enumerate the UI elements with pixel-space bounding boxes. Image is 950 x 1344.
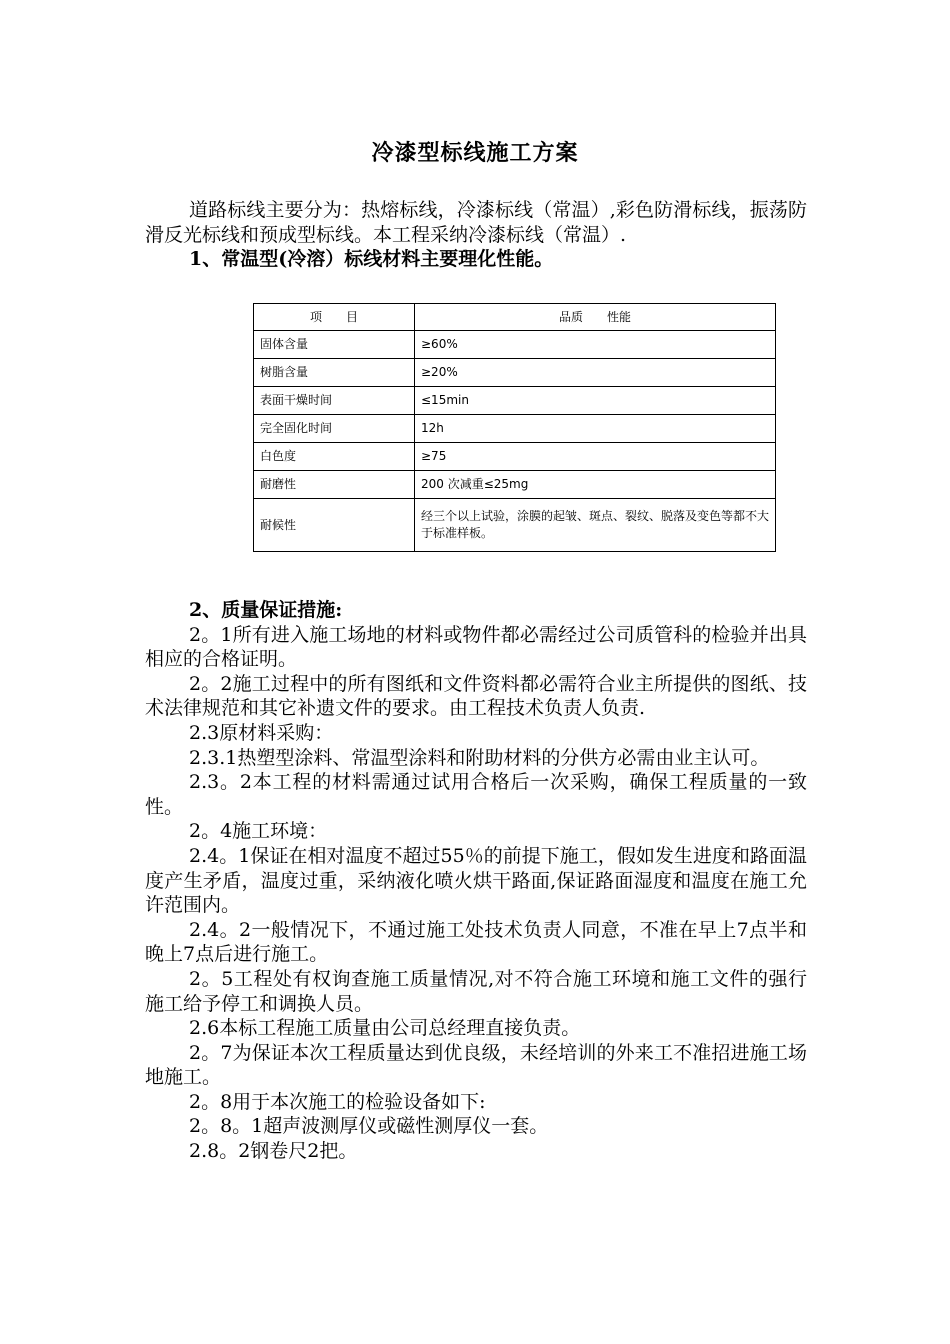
paragraph: 2.4。2一般情况下，不通过施工处技术负责人同意，不准在早上7点半和晚上7点后进行施工。 — [145, 918, 807, 966]
paragraph: 2。2施工过程中的所有图纸和文件资料都必需符合业主所提供的图纸、技术法律规范和其它补遗文件的要求。由工程技术负责人负责. — [145, 672, 807, 720]
intro-section — [145, 198, 807, 272]
section1-heading: 1、常温型(冷溶）标线材料主要理化性能。 — [189, 248, 554, 270]
paragraph: 2。1所有进入施工场地的材料或物件都必需经过公司质管科的检验并出具相应的合格证明。 — [145, 623, 807, 671]
row-value: 200 次减重≤25mg — [415, 471, 776, 499]
document-title: 冷漆型标线施工方案 — [371, 140, 579, 166]
table-row — [254, 387, 776, 415]
row-item: 耐磨性 — [254, 471, 415, 499]
table-row — [254, 331, 776, 359]
row-value: ≥75 — [415, 443, 776, 471]
row-item: 树脂含量 — [254, 359, 415, 387]
section2 — [145, 598, 807, 1164]
header-item: 项 目 — [254, 304, 415, 331]
section2-heading: 2、质量保证措施: — [189, 599, 343, 621]
paragraph: 2。7为保证本次工程质量达到优良级，未经培训的外来工不准招进施工场地施工。 — [145, 1041, 807, 1089]
row-value: 经三个以上试验，涂膜的起皱、斑点、裂纹、脱落及变色等都不大于标准样板。 — [415, 499, 776, 552]
paragraph: 2。8用于本次施工的检验设备如下: — [189, 1090, 486, 1113]
row-value: ≥20% — [415, 359, 776, 387]
paragraph: 2.3。2本工程的材料需通过试用合格后一次采购，确保工程质量的一致性。 — [145, 771, 807, 818]
paragraph: 2.4。1保证在相对温度不超过55％的前提下施工，假如发生进度和路面温度产生矛盾，温度过重，采纳液化喷火烘干路面,保证路面湿度和温度在施工允许范围内。 — [145, 844, 807, 917]
table-row — [254, 443, 776, 471]
table-row — [254, 359, 776, 387]
row-value: ≤15min — [415, 387, 776, 415]
paragraph: 2.3.1热塑型涂料、常温型涂料和附助材料的分供方必需由业主认可。 — [189, 746, 770, 769]
row-value: 12h — [415, 415, 776, 443]
row-value: ≥60% — [415, 331, 776, 359]
paragraph: 2。5工程处有权询查施工质量情况,对不符合施工环境和施工文件的强行施工给予停工和调换人员。 — [145, 967, 807, 1015]
row-item: 完全固化时间 — [254, 415, 415, 443]
table-header-row — [254, 304, 776, 331]
row-item: 耐候性 — [254, 499, 415, 552]
paragraph: 2.3原材料采购： — [189, 721, 334, 744]
table-row — [254, 471, 776, 499]
paragraph: 2.6本标工程施工质量由公司总经理直接负责。 — [189, 1017, 581, 1040]
row-item: 固体含量 — [254, 331, 415, 359]
paragraph: 2。4施工环境： — [189, 820, 328, 843]
row-item: 白色度 — [254, 443, 415, 471]
intro-paragraph: 道路标线主要分为：热熔标线，冷漆标线（常温）,彩色防滑标线，振荡防滑反光标线和预成型标线。本工程采纳冷漆标线（常温）. — [145, 199, 807, 246]
table-row — [254, 499, 776, 552]
row-item: 表面干燥时间 — [254, 387, 415, 415]
properties-table — [253, 303, 776, 552]
table-row — [254, 415, 776, 443]
paragraph: 2.8。2钢卷尺2把。 — [189, 1140, 358, 1163]
paragraph: 2。8。1超声波测厚仪或磁性测厚仪一套。 — [189, 1115, 549, 1138]
header-quality: 品质 性能 — [415, 304, 776, 331]
